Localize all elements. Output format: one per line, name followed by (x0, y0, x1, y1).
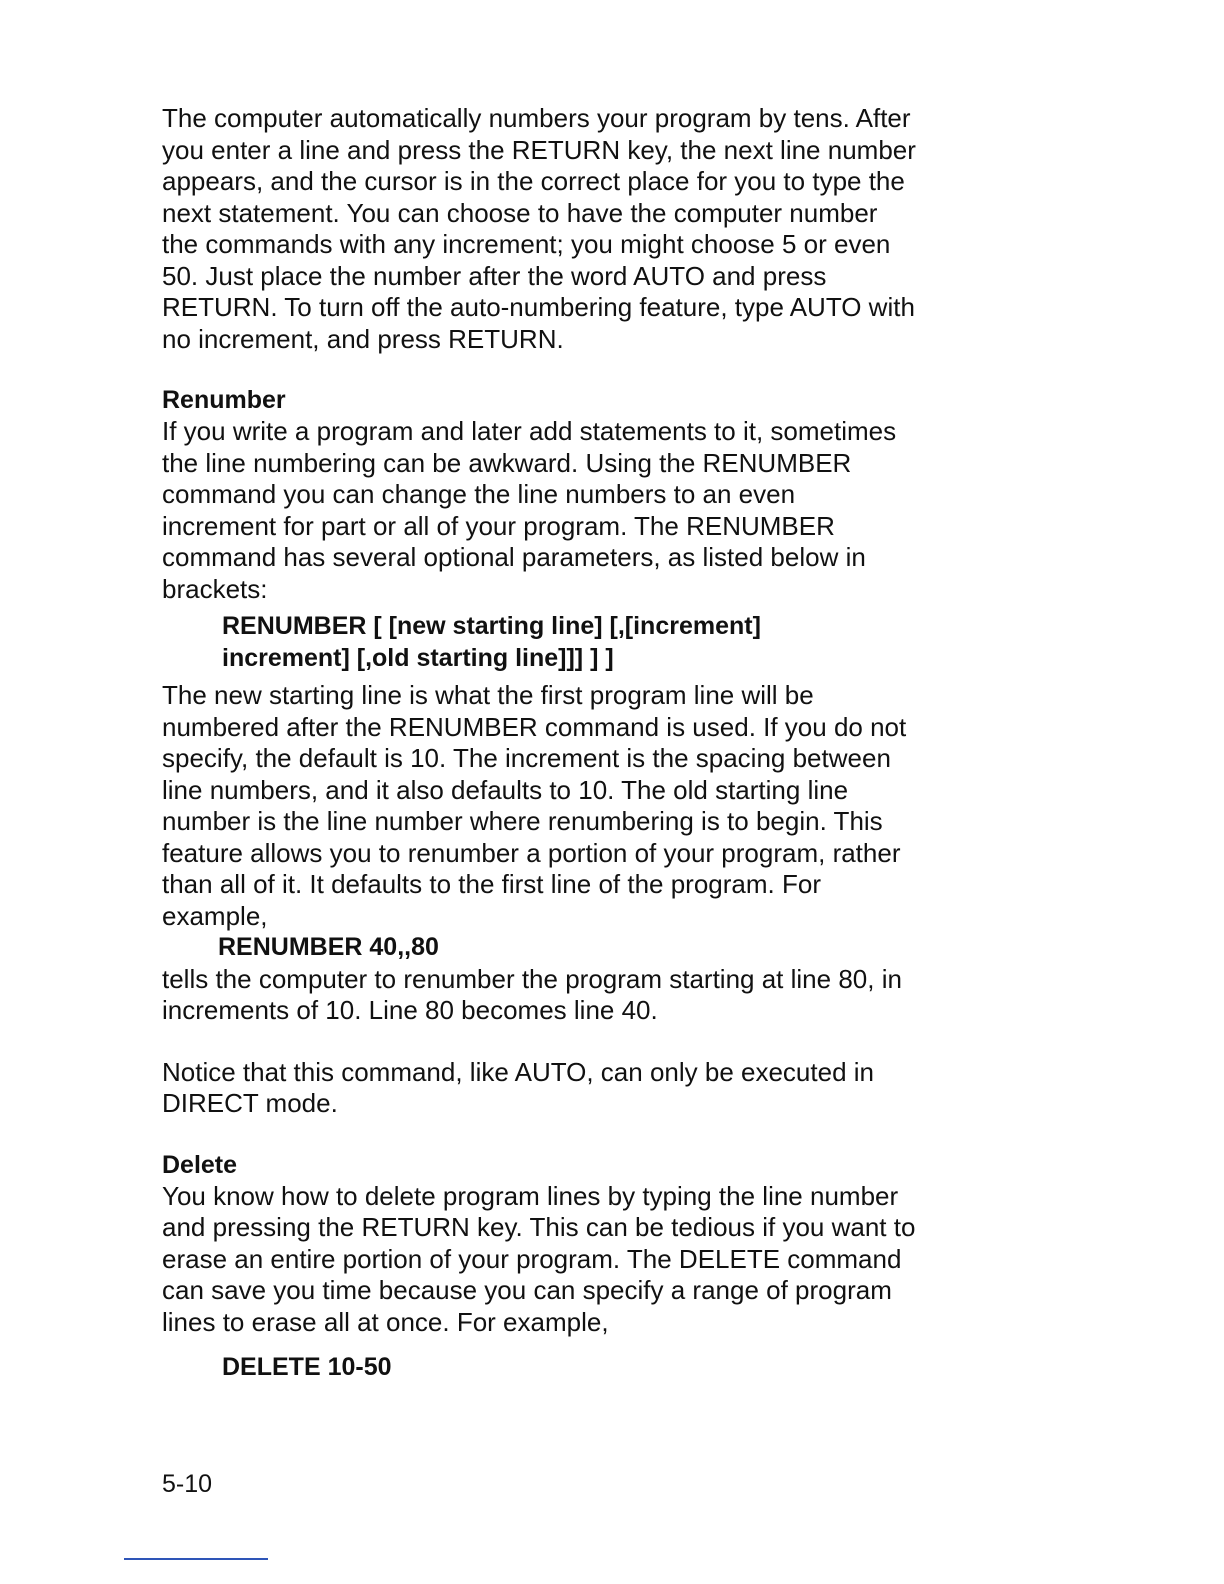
renumber-syntax: RENUMBER [ [new starting line] [,[increment] increment] [,old starting line]]] ] ] (222, 612, 761, 672)
spacer (162, 1027, 1012, 1057)
footer-rule (124, 1558, 268, 1560)
spacer (162, 1338, 1012, 1352)
delete-heading: Delete (162, 1150, 238, 1179)
page-number: 5-10 (162, 1470, 213, 1498)
delete-intro-paragraph: You know how to delete program lines by typing the line number and pressing the RETURN key. This can be tedious if you want to erase an entire portion of your program. The DELETE command can save you time because you can specify a range of program lines to erase all at once. For example, (162, 1180, 916, 1337)
renumber-heading: Renumber (162, 386, 286, 414)
renumber-intro-paragraph: If you write a program and later add statements to it, sometimes the line numbering can be awkward. Using the RENUMBER command you can change the line numbers to an even increment for part or all of your program. The RENUMBER command has several optional parameters, as listed below in brackets: (162, 416, 897, 604)
spacer (162, 355, 1012, 385)
auto-numbering-paragraph: The computer automatically numbers your program by tens. After you enter a line and press the RETURN key, the next line number appears, and the cursor is in the correct place for you to type the next statement. You can choose to have the computer number the commands with any increment; you might choose 5 or even 50. Just place the number after the word AUTO and press RETURN. To turn off the auto-numbering feature, type AUTO with no increment, and press RETURN. (162, 103, 916, 354)
document-page (162, 103, 1012, 1384)
renumber-example-explanation: tells the computer to renumber the program starting at line 80, in increments of 10. Line 80 becomes line 40. (162, 963, 902, 1025)
delete-example: DELETE 10-50 (222, 1353, 392, 1381)
spacer (162, 1120, 1012, 1150)
renumber-notice-paragraph: Notice that this command, like AUTO, can only be executed in DIRECT mode. (162, 1056, 874, 1118)
renumber-explanation-paragraph: The new starting line is what the first program line will be numbered after the RENUMBER command is used. If you do not specify, the default is 10. The increment is the spacing between line numbers, and it also defaults to 10. The old starting line number is the line number where renumbering is to begin. This feature allows you to renumber a portion of your program, rather than all of it. It defaults to the first line of the program. For example, (162, 680, 907, 931)
renumber-example: RENUMBER 40,,80 (218, 933, 439, 961)
